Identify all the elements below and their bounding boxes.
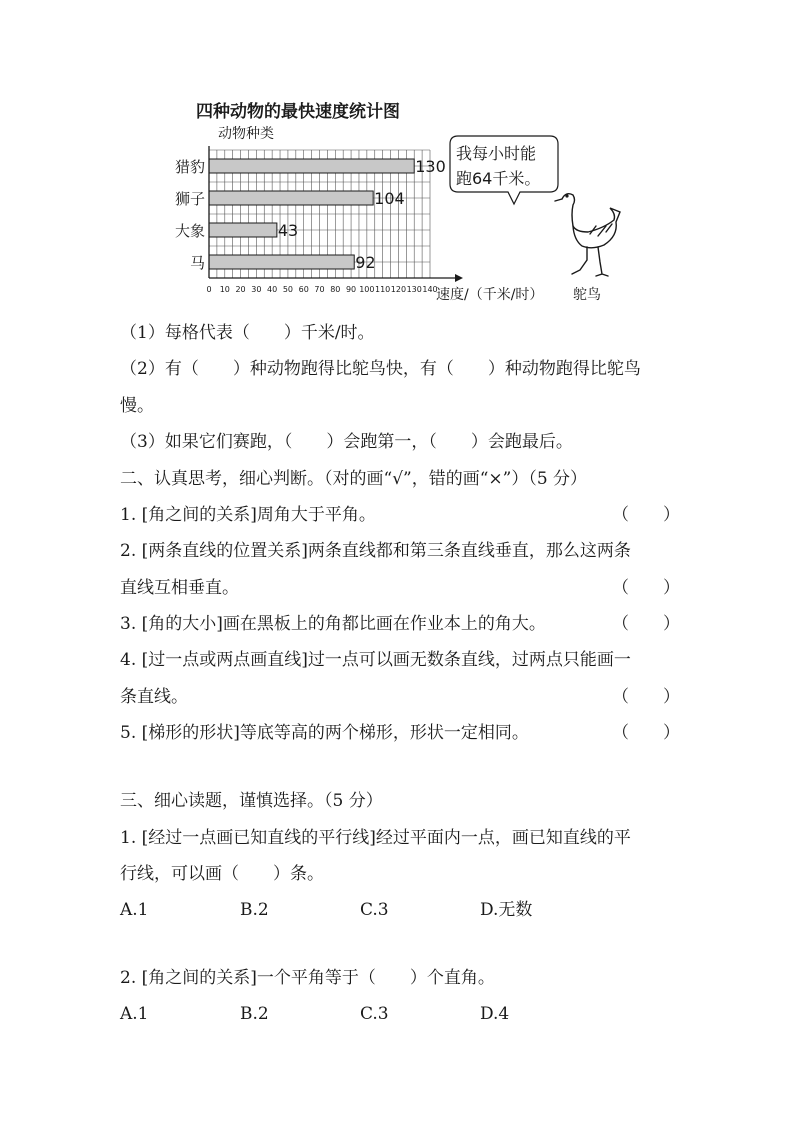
- answer-paren-3[interactable]: （ ）: [612, 614, 680, 634]
- judge-item-2-line-1: 2. [两条直线的位置关系]两条直线都和第三条直线垂直，那么这两条: [120, 541, 631, 561]
- x-tick-label: 20: [235, 285, 246, 294]
- category-label: 马: [189, 254, 205, 272]
- x-tick-label: 110: [375, 285, 391, 294]
- answer-paren-5[interactable]: （ ）: [612, 723, 680, 743]
- x-tick-label: 60: [298, 285, 309, 294]
- choice-q1-line-1: 1. [经过一点画已知直线的平行线]经过平面内一点，画已知直线的平: [120, 828, 631, 848]
- bar-value-label: 92: [355, 253, 376, 272]
- answer-paren-2[interactable]: （ ）: [612, 578, 680, 598]
- judge-item-4-line-1: 4. [过一点或两点画直线]过一点可以画无数条直线，过两点只能画一: [120, 650, 631, 670]
- x-tick-label: 50: [282, 285, 294, 294]
- bar-狮子: [209, 191, 373, 205]
- chart-bars: [175, 157, 446, 272]
- q1-option-a[interactable]: A.1: [120, 900, 149, 920]
- bar-大象: [209, 223, 277, 237]
- judge-item-5: 5. [梯形的形状]等底等高的两个梯形，形状一定相同。: [120, 723, 529, 743]
- judge-item-1: 1. [角之间的关系]周角大于平角。: [120, 505, 376, 525]
- x-tick-label: 130: [406, 285, 422, 294]
- y-axis-label: 动物种类: [218, 126, 274, 142]
- q1-option-b[interactable]: B.2: [240, 900, 269, 920]
- q1-option-d[interactable]: D.无数: [480, 900, 533, 920]
- answer-paren-1[interactable]: （ ）: [612, 505, 680, 525]
- question-1-line: （1）每格代表（ ）千米/时。: [120, 323, 375, 343]
- q2-option-a[interactable]: A.1: [120, 1004, 149, 1024]
- section-3-heading: 三、细心读题，谨慎选择。（5 分）: [120, 791, 383, 811]
- x-axis-arrow: [455, 274, 463, 282]
- bar-value-label: 104: [374, 189, 405, 208]
- x-tick-label: 90: [345, 285, 357, 294]
- bubble-line-2: 跑64千米。: [456, 169, 541, 188]
- q1-option-c[interactable]: C.3: [360, 900, 389, 920]
- q2-option-b[interactable]: B.2: [240, 1004, 269, 1024]
- bar-value-label: 43: [277, 221, 299, 240]
- choice-q1-line-2: 行线，可以画（ ）条。: [120, 864, 324, 884]
- choice-q2-line: 2. [角之间的关系]一个平角等于（ ）个直角。: [120, 968, 495, 988]
- x-tick-label: 140: [422, 285, 438, 294]
- x-tick-label: 30: [251, 285, 262, 294]
- category-label: 猎豹: [174, 158, 205, 176]
- x-tick-label: 120: [390, 285, 407, 294]
- bar-马: [209, 255, 354, 269]
- x-tick-label: 40: [267, 285, 278, 294]
- answer-paren-4[interactable]: （ ）: [612, 687, 680, 707]
- ostrich-label: 鸵鸟: [573, 287, 601, 303]
- x-axis-label: 速度/（千米/时）: [436, 287, 544, 303]
- question-3-line: （3）如果它们赛跑，（ ）会跑第一，（ ）会跑最后。: [120, 432, 573, 452]
- q2-option-d[interactable]: D.4: [480, 1004, 510, 1024]
- x-tick-label: 80: [330, 285, 341, 294]
- bar-value-label: 130: [415, 157, 446, 176]
- speed-bar-chart: [0, 0, 793, 310]
- x-tick-label: 10: [219, 285, 230, 294]
- x-tick-label: 0: [206, 285, 212, 294]
- judge-item-3: 3. [角的大小]画在黑板上的角都比画在作业本上的角大。: [120, 614, 546, 634]
- category-label: 狮子: [174, 190, 205, 208]
- ostrich-illustration: [555, 194, 620, 276]
- judge-item-4-line-2: 条直线。: [120, 687, 188, 707]
- judge-item-2-line-2: 直线互相垂直。: [120, 578, 239, 598]
- chart-title: 四种动物的最快速度统计图: [196, 102, 400, 122]
- speech-bubble: [450, 136, 558, 204]
- x-tick-label: 70: [314, 285, 325, 294]
- q2-option-c[interactable]: C.3: [360, 1004, 389, 1024]
- section-2-heading: 二、认真思考，细心判断。（对的画“√”，错的画“×”）（5 分）: [120, 469, 588, 489]
- x-tick-label: 100: [359, 285, 375, 294]
- bar-猎豹: [209, 159, 414, 173]
- bubble-line-1: 我每小时能: [456, 144, 537, 163]
- category-label: 大象: [174, 222, 205, 240]
- question-2-line-1: （2）有（ ）种动物跑得比鸵鸟快，有（ ）种动物跑得比鸵鸟: [120, 359, 641, 379]
- question-2-line-2: 慢。: [120, 396, 154, 416]
